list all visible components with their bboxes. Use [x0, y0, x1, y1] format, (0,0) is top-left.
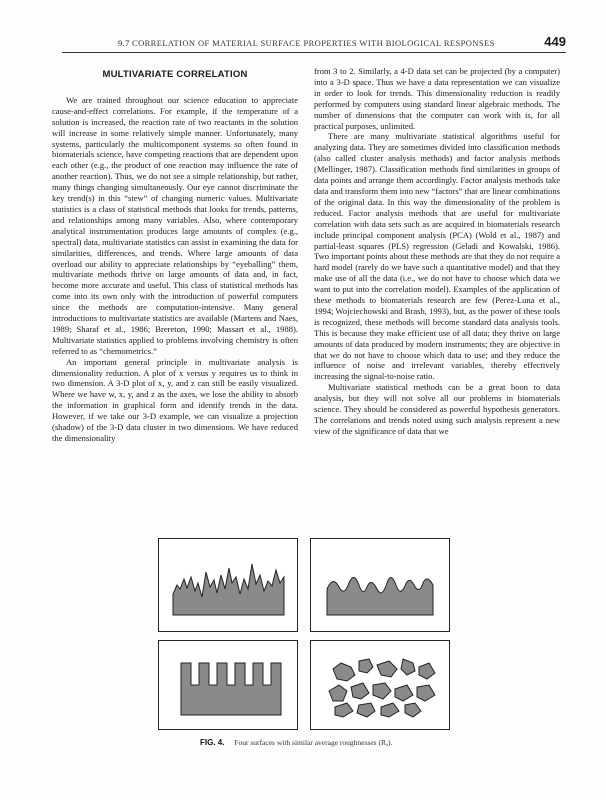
figure-panel-blobs — [310, 640, 450, 730]
running-header — [62, 36, 566, 53]
header-section-number: 9.7 — [118, 38, 130, 48]
figure-caption-text: Four surfaces with similar average roughnesses (Rₐ). — [234, 738, 393, 747]
section-heading: MULTIVARIATE CORRELATION — [102, 69, 248, 80]
paragraph: An important general principle in multivariate analysis is dimensionality reduction. A plot of x versus y requires us to think in two dimension. A 3-D plot of x, y, and z can still be easily visualized. Where we have w, x, y, and z as the axes, we lose the ability to absorb the information in graphical form and identify trends in the data. However, if we take our 3-D example, we can visualize a projection (shadow) of the 3-D data cluster in two dimensions. We have reduced the dimensionality — [52, 356, 298, 443]
paragraph: from 3 to 2. Similarly, a 4-D data set can be projected (by a computer) into a 3-D space. Thus we have a data representation we can visualize in order to look for trends. This dimensionality reduction is readily performed by computers using standard linear algebraic methods. The number of dimensions that the computer can work with is, for all practical purposes, unlimited. — [314, 66, 560, 131]
figure-panel-waves — [310, 538, 450, 632]
spiky-peaks-surface — [159, 539, 297, 631]
paragraph: There are many multivariate statistical algorithms useful for analyzing data. They are sometimes divided into classification methods (also called cluster analysis methods) and factor analysis methods (Mellinger, 1987). Classification methods find similarities in groups of data points and arrange them accordingly. Factor analysis methods take data and transform them into new “factors” that are linear combinations of the original data. In this way the dimensionality of the problem is reduced. Factor analysis methods that are useful for multivariate correlation with data sets such as are acquired in biomaterials research include principal component analysis (PCA) (Wold et al., 1987) and partial-least squares (PLS) regression (Geladi and Kowalski, 1986). Two important points about these methods are that they do not require a hard model (rarely do we have such a quantitative model) and that they make use of all the data (i.e., we do not have to choose which data we want to put into the correlation model). Examples of the application of these methods to biomaterials research are few (Perez-Luna et al., 1994; Wojciechowski and Brash, 1993), but, as the power of these tools is recognized, these methods will become standard data analysis tools. This is because they make efficient use of all data; they thrive on large amounts of data produced by modern instruments; they are objective in that we do not have to choose which data to use; and they reduce the influence of noise and irrelevant variables, thereby effectively increasing the signal-to-noise ratio. — [314, 131, 560, 382]
scattered-blobs-surface — [311, 641, 449, 729]
figure-panel-teeth — [158, 640, 298, 730]
header-section-title: CORRELATION OF MATERIAL SURFACE PROPERTIES WITH BIOLOGICAL RESPONSES — [132, 38, 495, 48]
figure-caption — [200, 738, 560, 747]
paragraph: Multivariate statistical methods can be a great boon to data analysis, but they will not solve all our problems in biomaterials science. They should be considered as powerful hypothesis generators. The correlations and trends noted using such analysis represent a new view of the significance of data that we — [314, 382, 560, 436]
figure-label: FIG. 4. — [200, 738, 225, 747]
right-column — [314, 66, 560, 437]
paragraph: We are trained throughout our science education to appreciate cause-and-effect correlations. For example, if the temperature of a solution is increased, the reaction rate of two reactants in the solution will increase in some relatively simple manner. Unfortunately, many systems, particularly the multicomponent systems so often found in biomaterials science, have competing reactions that are dependent upon each other (e.g., the product of one reaction may influence the rate of another reaction). Thus, we do not see a simple relationship, but rather, many things changing simultaneously. Our eye cannot discriminate the key trend(s) in this “stew” of changing numeric values. Multivariate statistics is a class of statistical methods that looks for trends, patterns, and relationships among many variables. Also, where contemporary analytical instrumentation produces large amounts of complex (e.g., spectral) data, multivariate statistics can assist in examining the data for similarities, differences, and trends. Where large amounts of data overload our ability to appreciate relationships by “eyeballing” them, multivariate methods thrive on large amounts of data and, in fact, become more accurate and useful. This class of statistical methods has come into its own only with the introduction of powerful computers since the methods are computation-intensive. Many general introductions to multivariate statistics are available (Martens and Naes, 1989; Sharaf et al., 1986; Brereton, 1990; Massart et al., 1988). Multivariate statistics applied to problems involving chemistry is often referred to as “chemometrics.” — [52, 94, 298, 356]
rounded-waves-surface — [311, 539, 449, 631]
left-column — [52, 66, 298, 444]
figure-panel-spiky — [158, 538, 298, 632]
page-number: 449 — [544, 34, 566, 49]
rectangular-teeth-surface — [159, 641, 297, 729]
